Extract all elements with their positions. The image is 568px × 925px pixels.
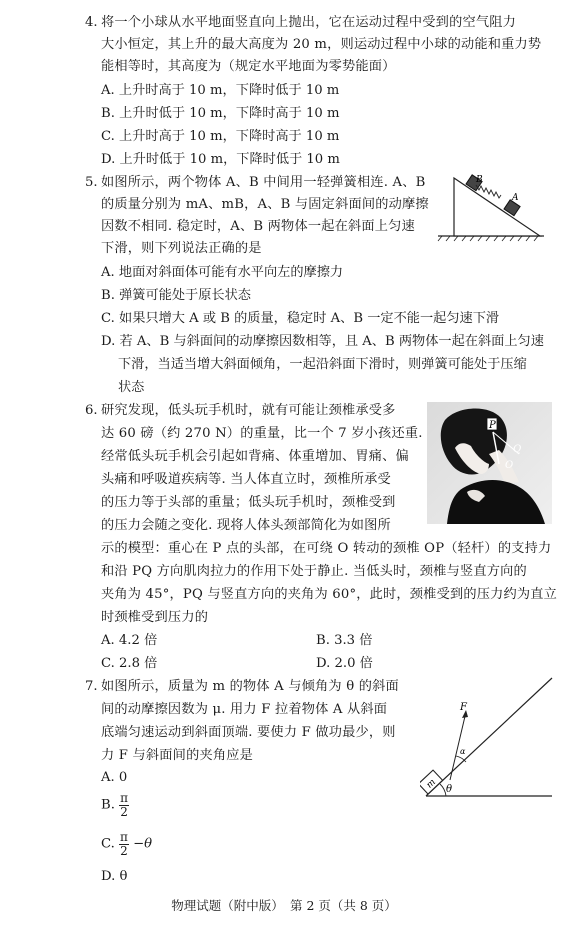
q6-line-3: 经常低头玩手机会引起如背痛、体重增加、胃痛、偏: [101, 449, 409, 464]
q6-line-5: 的压力等于头部的重量；低头玩手机时，颈椎受到: [101, 495, 396, 510]
q5-label-a: A: [512, 193, 519, 203]
q7-option-b-numerator: π: [120, 791, 128, 805]
q5-option-b: B. 弹簧可能处于原长状态: [101, 288, 251, 303]
q4-line-2: 大小恒定，其上升的最大高度为 20 m，则运动过程中小球的动能和重力势: [101, 37, 542, 52]
q7-option-d: D. θ: [101, 869, 128, 884]
q6-number: 6.: [85, 403, 98, 418]
q4-option-c: C. 上升时高于 10 m，下降时高于 10 m: [101, 129, 340, 144]
q7-label-alpha: α: [460, 747, 466, 756]
q4-line-3: 能相等时，其高度为（规定水平地面为零势能面）: [101, 59, 396, 74]
q7-option-c-suffix: −θ: [133, 836, 153, 852]
q7-line-3: 底端匀速运动到斜面顶端. 要使力 F 做功最少，则: [101, 725, 396, 740]
q7-option-c-denominator: 2: [120, 844, 128, 858]
q6-line-1: 研究发现，低头玩手机时，就有可能让颈椎承受多: [101, 403, 396, 418]
q7-line-2: 间的动摩擦因数为 μ. 用力 F 拉着物体 A 从斜面: [101, 702, 388, 717]
q7-option-c-fraction: [119, 831, 129, 858]
q5-line-4: 下滑，则下列说法正确的是: [101, 241, 262, 256]
q7-line-1: 如图所示，质量为 m 的物体 A 与倾角为 θ 的斜面: [101, 679, 399, 694]
q5-option-d-cont-2: 状态: [118, 380, 145, 395]
q7-label-m: m: [424, 777, 438, 791]
q5-option-a: A. 地面对斜面体可能有水平向左的摩擦力: [101, 265, 344, 280]
page-footer: 物理试题（附中版） 第 2 页（共 8 页）: [171, 898, 397, 913]
q5-option-d-cont-1: 下滑，当适当增大斜面倾角，一起沿斜面下滑时，则弹簧可能处于压缩: [118, 357, 527, 372]
q5-line-3: 因数不相同. 稳定时，A、B 两物体一起在斜面上匀速: [101, 219, 415, 234]
q6-line-4: 头痛和呼吸道疾病等. 当人体直立时，颈椎所承受: [101, 472, 391, 487]
q6-line-2: 达 60 磅（约 270 N）的重量，比一个 7 岁小孩还重.: [101, 426, 423, 441]
q4-option-d: D. 上升时低于 10 m，下降时低于 10 m: [101, 152, 340, 167]
q5-label-b: B: [476, 175, 483, 185]
q5-line-1: 如图所示，两个物体 A、B 中间用一轻弹簧相连. A、B: [101, 175, 426, 190]
q6-line-10: 时颈椎受到压力的: [101, 610, 209, 625]
q6-option-b: B. 3.3 倍: [316, 633, 373, 648]
q7-option-b-denominator: 2: [120, 805, 128, 819]
q6-line-8: 和沿 PQ 方向肌肉拉力的作用下处于静止. 当低头时，颈椎与竖直方向的: [101, 564, 527, 579]
q5-number: 5.: [85, 175, 98, 190]
q4-number: 4.: [85, 15, 98, 30]
q6-photo-figure: [427, 402, 552, 524]
q6-label-o: O: [505, 460, 514, 471]
q7-label-f: F: [460, 702, 467, 713]
q4-option-a: A. 上升时高于 10 m，下降时低于 10 m: [101, 83, 340, 98]
q7-option-c-prefix: C.: [101, 836, 115, 852]
q4-line-1: 将一个小球从水平地面竖直向上抛出，它在运动过程中受到的空气阻力: [101, 15, 517, 30]
q7-line-4: 力 F 与斜面间的夹角应是: [101, 748, 254, 763]
q6-line-6: 的压力会随之变化. 现将人体头颈部简化为如图所: [101, 518, 391, 533]
q7-option-a: A. 0: [101, 770, 128, 785]
q7-number: 7.: [85, 679, 98, 694]
q7-label-theta: θ: [446, 784, 453, 795]
q7-option-b-fraction: [119, 792, 129, 819]
q5-incline-figure: [436, 170, 548, 242]
q6-label-p: P: [489, 420, 496, 431]
q7-option-b: [101, 792, 129, 826]
q5-line-2: 的质量分别为 mA、mB，A、B 与固定斜面间的动摩擦: [101, 197, 429, 212]
q6-option-a: A. 4.2 倍: [101, 633, 158, 648]
q5-option-d: D. 若 A、B 与斜面间的动摩擦因数相等，且 A、B 两物体一起在斜面上匀速: [101, 334, 544, 349]
q5-option-c: C. 如果只增大 A 或 B 的质量，稳定时 A、B 一定不能一起匀速下滑: [101, 311, 500, 326]
q7-option-c: [101, 831, 152, 865]
q6-line-7: 示的模型：重心在 P 点的头部，在可绕 O 转动的颈椎 OP（轻杆）的支持力: [101, 541, 552, 556]
q7-option-b-prefix: B.: [101, 797, 115, 813]
q7-option-c-numerator: π: [120, 830, 128, 844]
q6-option-d: D. 2.0 倍: [316, 656, 373, 671]
q4-option-b: B. 上升时低于 10 m，下降时高于 10 m: [101, 106, 340, 121]
q6-label-q: Q: [513, 444, 522, 455]
q6-option-c: C. 2.8 倍: [101, 656, 158, 671]
q6-line-9: 夹角为 45°，PQ 与竖直方向的夹角为 60°，此时，颈椎受到的压力约为直立: [101, 587, 558, 602]
q7-incline-figure: [420, 676, 556, 800]
